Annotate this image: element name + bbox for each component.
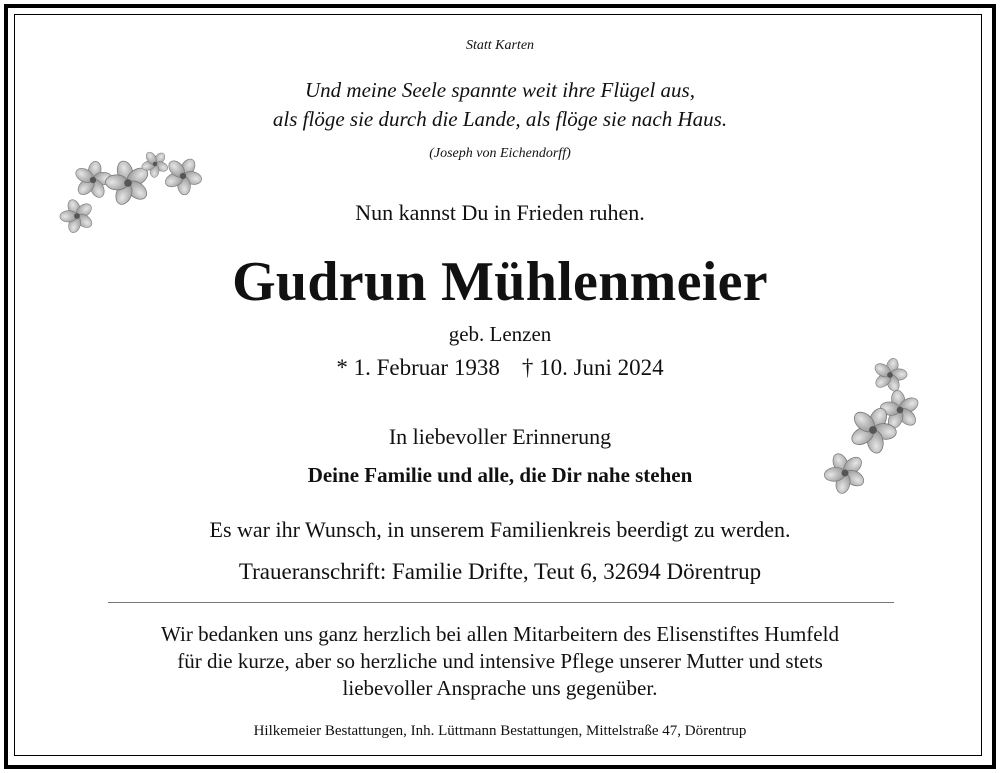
remembrance-line: In liebevoller Erinnerung (388, 424, 612, 449)
birth-date: * 1. Februar 1938 (336, 355, 500, 380)
thanks-paragraph (0, 621, 1000, 702)
life-dates (0, 355, 1000, 381)
statt-karten-label: Statt Karten (465, 38, 535, 53)
burial-wish-line: Es war ihr Wunsch, in unserem Familienkreis beerdigt zu werden. (209, 517, 791, 542)
rest-in-peace-line: Nun kannst Du in Frieden ruhen. (355, 200, 645, 225)
thanks-line-3: liebevoller Ansprache uns gegenüber. (342, 676, 658, 700)
thanks-line-2: für die kurze, aber so herzliche und intensive Pflege unserer Mutter und stets (177, 649, 823, 673)
poem-line-2: als flöge sie durch die Lande, als flöge sie nach Haus. (272, 107, 728, 131)
poem-author: (Joseph von Eichendorff) (429, 146, 571, 161)
divider-line (108, 602, 894, 603)
poem-line-1: Und meine Seele spannte weit ihre Flügel aus, (305, 78, 695, 102)
flower-cluster-left-icon (55, 148, 215, 243)
mourning-address: Traueranschrift: Familie Drifte, Teut 6, 32694 Dörentrup (238, 559, 762, 584)
birth-name: geb. Lenzen (448, 322, 552, 346)
funeral-home-footer: Hilkemeier Bestattungen, Inh. Lüttmann Bestattungen, Mittelstraße 47, Dörentrup (253, 723, 747, 739)
family-signature: Deine Familie und alle, die Dir nahe stehen (307, 463, 693, 487)
thanks-line-1: Wir bedanken uns ganz herzlich bei allen Mitarbeitern des Elisenstiftes Humfeld (161, 622, 839, 646)
death-date: † 10. Juni 2024 (521, 355, 664, 380)
deceased-name: Gudrun Mühlenmeier (232, 251, 768, 313)
